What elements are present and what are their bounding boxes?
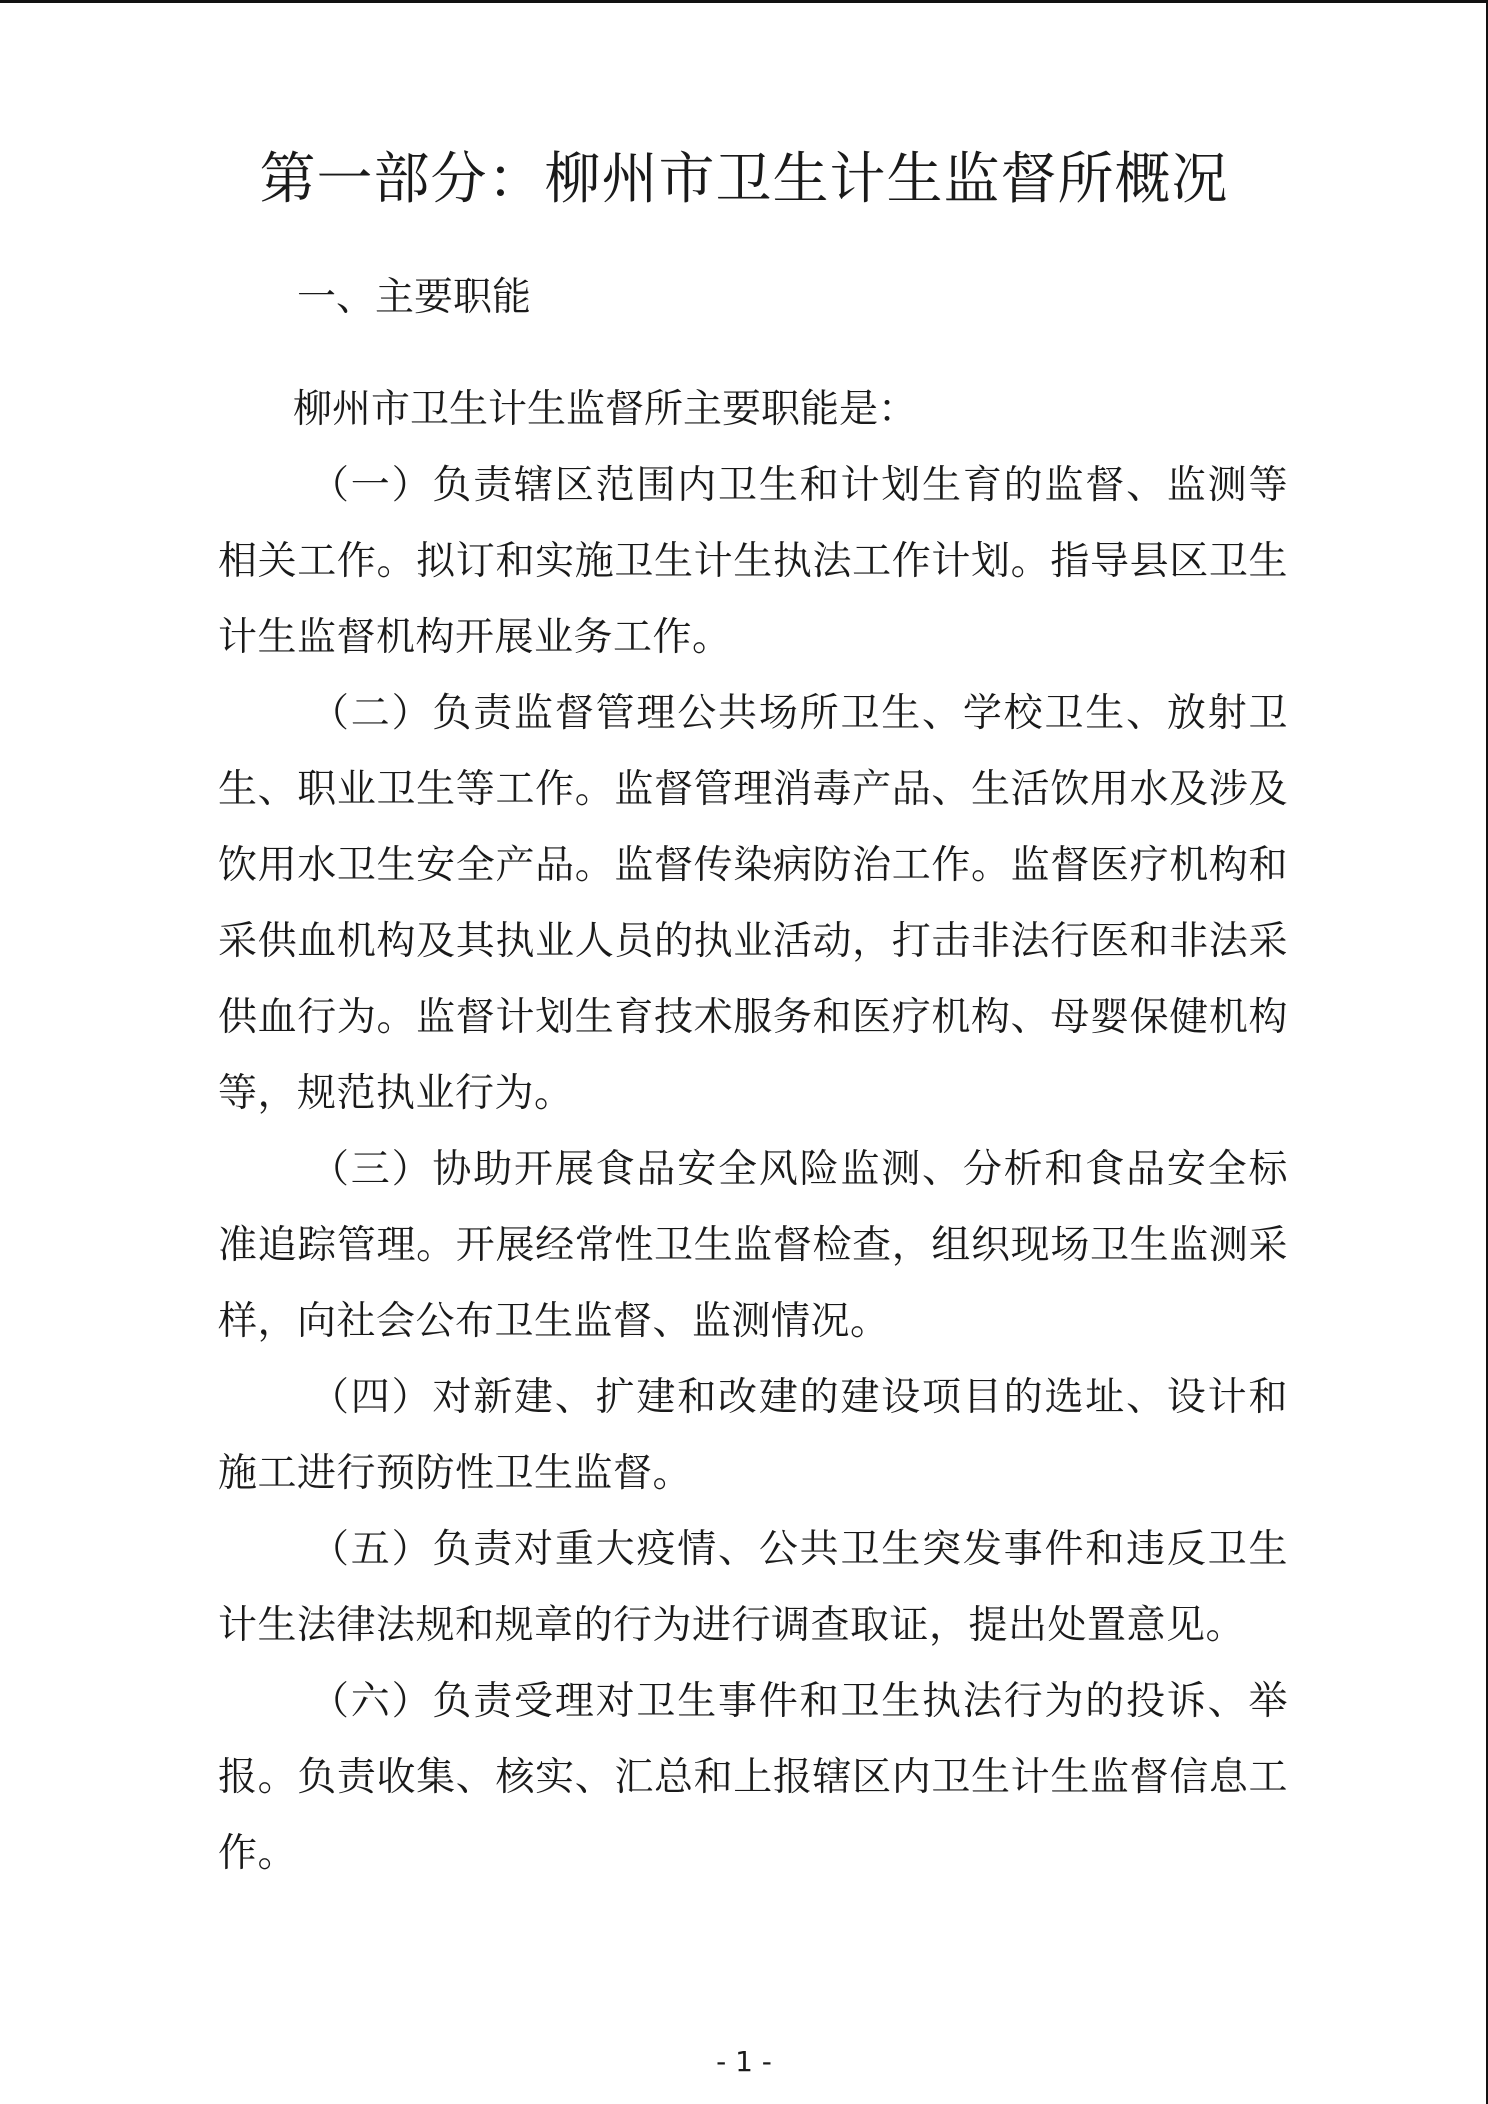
- document-title: 第一部分：柳州市卫生计生监督所概况: [259, 147, 1229, 212]
- page-number: - 1 -: [716, 2045, 772, 2078]
- paragraph-duty-3: （三）协助开展食品安全风险监测、分析和食品安全标准追踪管理。开展经常性卫生监督检查，组织现场卫生监测采样，向社会公布卫生监督、监测情况。: [218, 1147, 1288, 1344]
- paragraph-duty-1: （一）负责辖区范围内卫生和计划生育的监督、监测等相关工作。拟订和实施卫生计生执法工作计划。指导县区卫生计生监督机构开展业务工作。: [218, 463, 1288, 660]
- page-border-top: [0, 0, 1488, 3]
- intro-line: 柳州市卫生计生监督所主要职能是：: [293, 387, 918, 432]
- section-heading: 一、主要职能: [297, 275, 532, 320]
- paragraph-duty-5: （五）负责对重大疫情、公共卫生突发事件和违反卫生计生法律法规和规章的行为进行调查取证，提出处置意见。: [218, 1527, 1288, 1648]
- paragraph-duty-4: （四）对新建、扩建和改建的建设项目的选址、设计和施工进行预防性卫生监督。: [218, 1375, 1288, 1496]
- paragraph-duty-2: （二）负责监督管理公共场所卫生、学校卫生、放射卫生、职业卫生等工作。监督管理消毒产品、生活饮用水及涉及饮用水卫生安全产品。监督传染病防治工作。监督医疗机构和采供血机构及其执业人员的执业活动，打击非法行医和非法采供血行为。监督计划生育技术服务和医疗机构、母婴保健机构等，规范执业行为。: [218, 691, 1288, 1116]
- paragraph-duty-6: （六）负责受理对卫生事件和卫生执法行为的投诉、举报。负责收集、核实、汇总和上报辖区内卫生计生监督信息工作。: [218, 1679, 1288, 1876]
